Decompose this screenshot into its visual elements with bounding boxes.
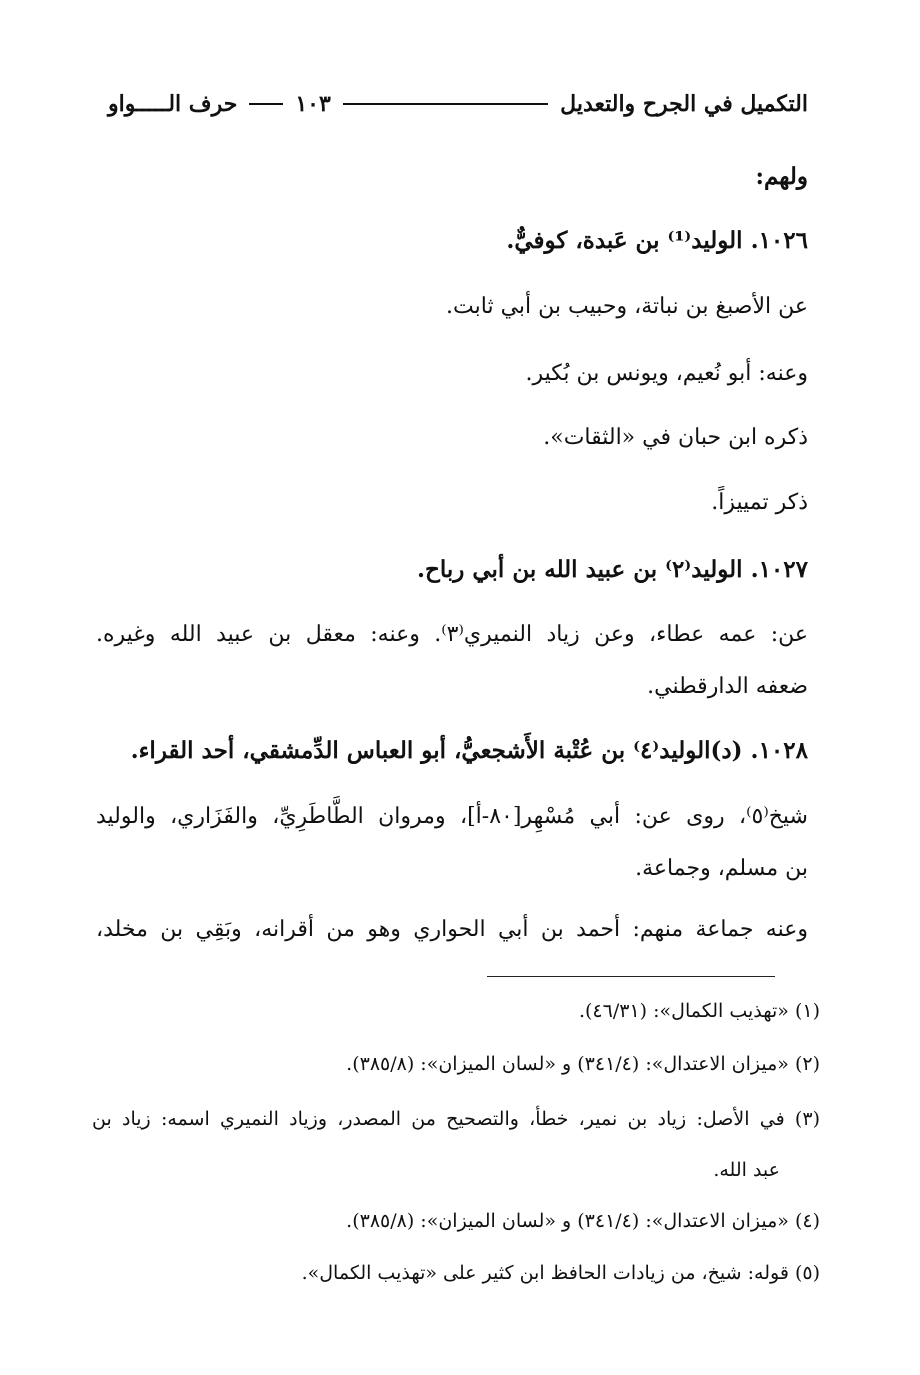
entry-line: عن الأصبغ بن نباتة، وحبيب بن أبي ثابت. <box>446 294 808 319</box>
book-title: التكميل في الجرح والتعديل <box>560 91 808 117</box>
entry-line: ذكره ابن حبان في «الثقات». <box>543 425 808 450</box>
section-title: حرف الـــــواو <box>108 91 238 117</box>
footnote-continuation: عبد الله. <box>713 1159 780 1181</box>
entry-line: شيخ⁽٥⁾، روى عن: أبي مُسْهِر[٨٠-أ]، ومروان الطَّاطَرِيِّ، والفَزَاري، والوليد <box>96 804 808 829</box>
entry-line: بن مسلم، وجماعة. <box>635 856 808 881</box>
header-rule <box>249 103 283 105</box>
intro-text: ولهم: <box>755 163 808 190</box>
page-number: ١٠٣ <box>295 91 331 117</box>
footnote-separator <box>487 976 775 977</box>
entry-line: عن: عمه عطاء، وعن زياد النميري⁽٣⁾. وعنه: معقل بن عبيد الله وغيره. <box>96 622 808 647</box>
running-header <box>108 84 808 124</box>
entry-heading: ١٠٢٧. الوليد⁽٢⁾ بن عبيد الله بن أبي رباح. <box>416 556 808 583</box>
entry-line: وعنه جماعة منهم: أحمد بن أبي الحواري وهو من أقرانه، وبَقِي بن مخلد، <box>96 917 808 942</box>
entry-line: ذكر تمييزاً. <box>711 490 808 515</box>
footnote: (٣) في الأصل: زياد بن نمير، خطأ، والتصحيح من المصدر، وزياد النميري اسمه: زياد بن <box>92 1108 820 1130</box>
entry-heading: ١٠٢٨. (د)الوليد⁽٤⁾ بن عُتْبة الأَشجعيُّ، أبو العباس الدِّمشقي، أحد القراء. <box>130 737 808 764</box>
footnote: (٤) «ميزان الاعتدال»: (٣٤١/٤) و «لسان الميزان»: (٣٨٥/٨). <box>346 1210 820 1232</box>
entry-line: وعنه: أبو نُعيم، ويونس بن بُكير. <box>525 361 808 386</box>
header-rule <box>343 103 548 105</box>
entry-heading: ١٠٢٦. الوليد⁽¹⁾ بن عَبدة، كوفيٌّ. <box>506 227 808 254</box>
footnote: (٥) قوله: شيخ، من زيادات الحافظ ابن كثير على «تهذيب الكمال». <box>301 1262 820 1284</box>
entry-line: ضعفه الدارقطني. <box>647 674 808 699</box>
footnote: (٢) «ميزان الاعتدال»: (٣٤١/٤) و «لسان الميزان»: (٣٨٥/٨). <box>346 1053 820 1075</box>
footnote: (١) «تهذيب الكمال»: (٤٦/٣١). <box>578 1000 820 1022</box>
